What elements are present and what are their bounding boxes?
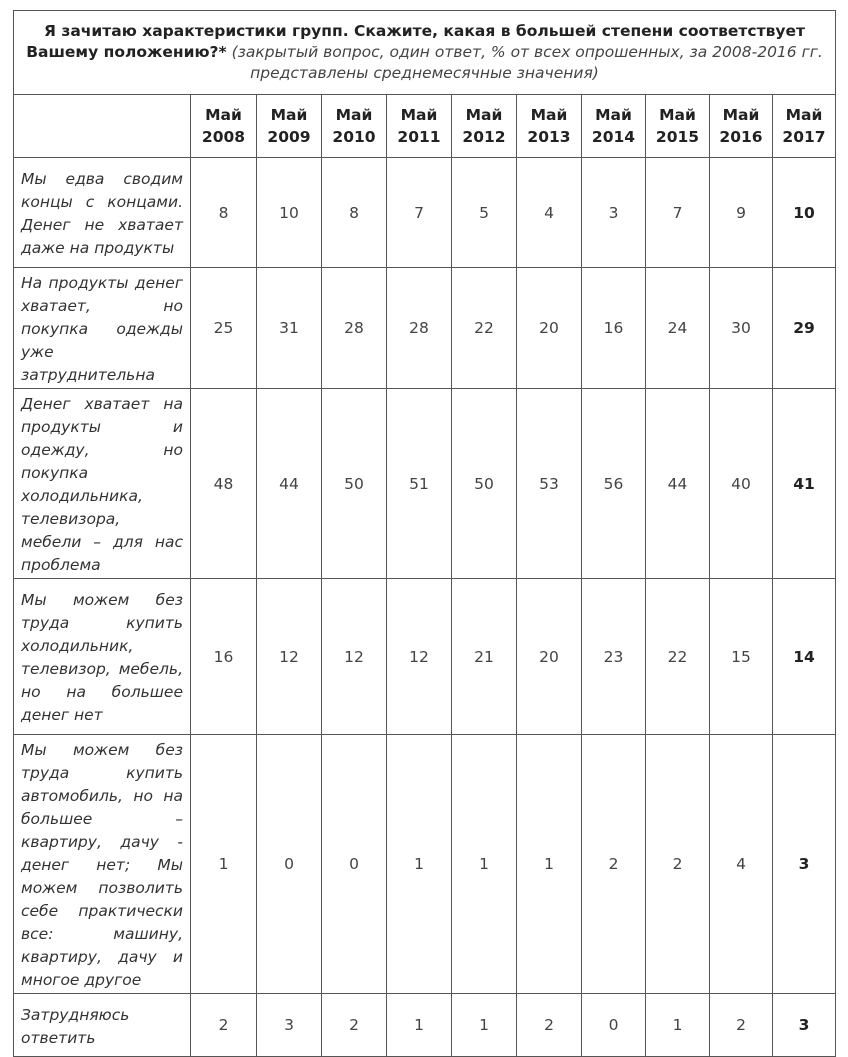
value-cell: 12: [257, 579, 322, 735]
value-cell: 1: [387, 735, 452, 994]
value-cell: 15: [710, 579, 773, 735]
value-cell: 10: [773, 158, 836, 268]
column-month: Май: [785, 106, 823, 124]
column-month: Май: [595, 106, 632, 124]
value-cell: 0: [257, 735, 322, 994]
value-cell: 0: [322, 735, 387, 994]
survey-table: [13, 10, 836, 1057]
value-cell: 4: [517, 158, 582, 268]
value-cell: 12: [387, 579, 452, 735]
value-cell: 1: [452, 994, 517, 1057]
value-cell: 7: [646, 158, 710, 268]
question-note: (закрытый вопрос, один ответ, % от всех опрошенных, за 2008-2016 гг. представлены среднемесячные значения): [231, 43, 823, 82]
table-body: [14, 158, 836, 1057]
column-year: 2013: [527, 128, 571, 146]
column-month: Май: [400, 106, 438, 124]
value-cell: 3: [582, 158, 646, 268]
value-cell: 1: [646, 994, 710, 1057]
corner-cell: [14, 95, 191, 158]
title-row: [14, 11, 836, 95]
value-cell: 28: [322, 268, 387, 389]
value-cell: 48: [191, 389, 257, 579]
column-year: 2009: [267, 128, 311, 146]
value-cell: 30: [710, 268, 773, 389]
value-cell: 3: [773, 994, 836, 1057]
column-month: Май: [270, 106, 308, 124]
table-title: [14, 11, 836, 95]
table-row: [14, 389, 836, 579]
row-label: Мы едва сводим концы с концами. Денег не хватает даже на продукты: [14, 158, 191, 268]
column-year: 2011: [397, 128, 441, 146]
value-cell: 2: [646, 735, 710, 994]
value-cell: 41: [773, 389, 836, 579]
value-cell: 53: [517, 389, 582, 579]
table-row: [14, 735, 836, 994]
row-label: Денег хватает на продукты и одежду, но покупка холодильника, телевизора, мебели – для нас проблема: [14, 389, 191, 579]
value-cell: 10: [257, 158, 322, 268]
value-cell: 2: [582, 735, 646, 994]
value-cell: 0: [582, 994, 646, 1057]
value-cell: 3: [257, 994, 322, 1057]
value-cell: 2: [191, 994, 257, 1057]
value-cell: 2: [710, 994, 773, 1057]
table-row: [14, 579, 836, 735]
column-year: 2010: [332, 128, 376, 146]
column-month: Май: [205, 106, 242, 124]
value-cell: 44: [257, 389, 322, 579]
value-cell: 22: [646, 579, 710, 735]
column-year: 2015: [655, 128, 700, 146]
value-cell: 4: [710, 735, 773, 994]
value-cell: 21: [452, 579, 517, 735]
value-cell: 12: [322, 579, 387, 735]
row-label: Мы можем без труда купить холодильник, телевизор, мебель, но на большее денег нет: [14, 579, 191, 735]
value-cell: 8: [191, 158, 257, 268]
value-cell: 50: [452, 389, 517, 579]
value-cell: 8: [322, 158, 387, 268]
value-cell: 51: [387, 389, 452, 579]
value-cell: 22: [452, 268, 517, 389]
column-year: 2017: [782, 128, 826, 146]
value-cell: 3: [773, 735, 836, 994]
value-cell: 2: [517, 994, 582, 1057]
column-header-2008: [191, 95, 257, 158]
value-cell: 31: [257, 268, 322, 389]
column-month: Май: [465, 106, 503, 124]
value-cell: 7: [387, 158, 452, 268]
value-cell: 20: [517, 268, 582, 389]
column-header-2011: [387, 95, 452, 158]
column-header-2014: [582, 95, 646, 158]
column-month: Май: [722, 106, 760, 124]
value-cell: 9: [710, 158, 773, 268]
column-header-2016: [710, 95, 773, 158]
column-year: 2012: [462, 128, 506, 146]
value-cell: 23: [582, 579, 646, 735]
column-header-2009: [257, 95, 322, 158]
row-label: На продукты денег хватает, но покупка одежды уже затруднительна: [14, 268, 191, 389]
value-cell: 50: [322, 389, 387, 579]
value-cell: 29: [773, 268, 836, 389]
value-cell: 14: [773, 579, 836, 735]
value-cell: 16: [191, 579, 257, 735]
column-year: 2016: [719, 128, 763, 146]
column-header-2015: [646, 95, 710, 158]
value-cell: 1: [387, 994, 452, 1057]
value-cell: 16: [582, 268, 646, 389]
value-cell: 28: [387, 268, 452, 389]
table-row: [14, 158, 836, 268]
value-cell: 2: [322, 994, 387, 1057]
column-month: Май: [335, 106, 373, 124]
value-cell: 56: [582, 389, 646, 579]
table-row: [14, 268, 836, 389]
question-text: Я зачитаю характеристики групп. Скажите, какая в большей степени соответствует Вашему положению?*: [26, 22, 805, 61]
value-cell: 20: [517, 579, 582, 735]
value-cell: 1: [517, 735, 582, 994]
row-label: Затрудняюсь ответить: [14, 994, 191, 1057]
column-header-2010: [322, 95, 387, 158]
value-cell: 1: [452, 735, 517, 994]
table-row: [14, 994, 836, 1057]
value-cell: 5: [452, 158, 517, 268]
value-cell: 1: [191, 735, 257, 994]
row-label: Мы можем без труда купить автомобиль, но на большее – квартиру, дачу - денег нет; Мы можем позволить себе практически все: машину, квартиру, дачу и многое другое: [14, 735, 191, 994]
column-header-2017: [773, 95, 836, 158]
header-row: [14, 95, 836, 158]
column-header-2013: [517, 95, 582, 158]
column-header-2012: [452, 95, 517, 158]
value-cell: 44: [646, 389, 710, 579]
column-year: 2008: [201, 128, 246, 146]
value-cell: 40: [710, 389, 773, 579]
column-month: Май: [530, 106, 568, 124]
value-cell: 24: [646, 268, 710, 389]
column-year: 2014: [591, 128, 636, 146]
column-month: Май: [659, 106, 696, 124]
value-cell: 25: [191, 268, 257, 389]
